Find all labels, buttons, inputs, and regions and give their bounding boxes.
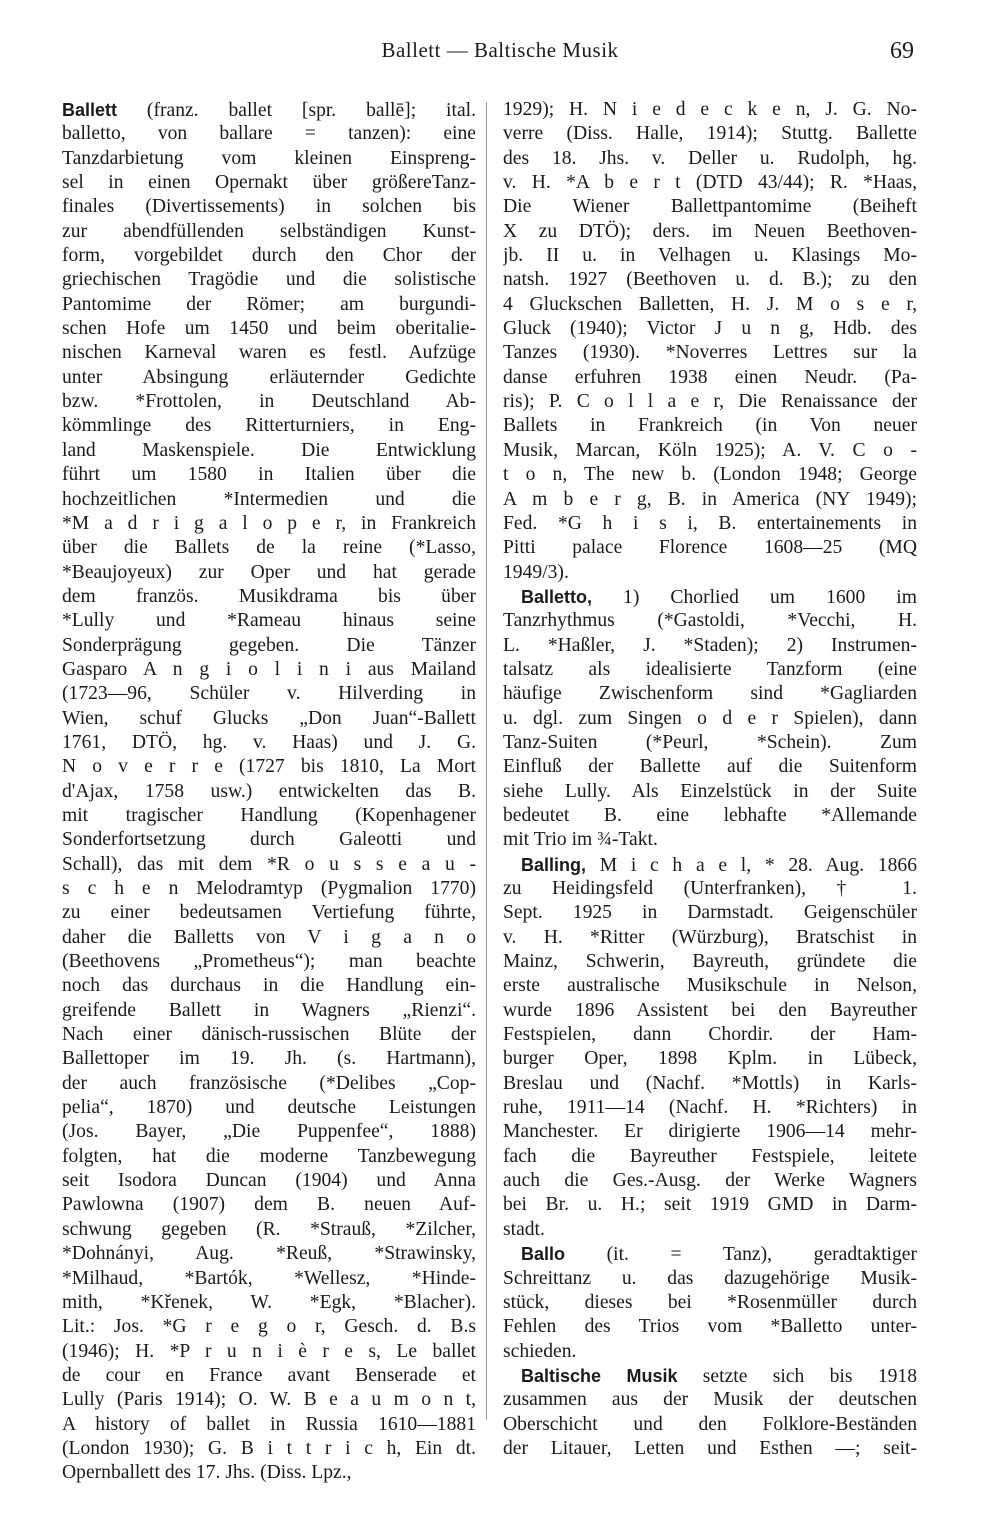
text-line	[503, 1145, 917, 1169]
line-text: s c h e n Melodramtyp (Pygmalion 1770)	[62, 878, 476, 899]
text-line	[62, 1218, 476, 1242]
text-line	[503, 1388, 917, 1412]
line-text: (1723—96, Schüler v. Hilverding in	[62, 683, 476, 705]
text-line	[503, 244, 917, 268]
text-line	[503, 341, 917, 365]
line-text: Gasparo A n g i o l i n i aus Mailand	[62, 658, 476, 680]
text-line	[62, 414, 476, 438]
line-text: wurde 1896 Assistent bei den Bayreuther	[503, 999, 917, 1021]
line-text: schieden.	[503, 1340, 577, 1362]
line-text: talsatz als idealisierte Tanzform (eine	[503, 658, 917, 680]
line-text: fach die Bayreuther Festspiele, leitete	[503, 1145, 917, 1167]
line-text: Manchester. Er dirigierte 1906—14 mehr-	[503, 1121, 917, 1143]
line-text: (Jos. Bayer, „Die Puppenfee“, 1888)	[62, 1121, 476, 1143]
line-text: schen Hofe um 1450 und beim oberitalie-	[62, 318, 476, 340]
text-line	[503, 512, 917, 536]
line-text: Tanz-Suiten (*Peurl, *Schein). Zum	[503, 731, 917, 753]
line-text: zu Heidingsfeld (Unterfranken), † 1.	[503, 878, 917, 899]
text-line	[503, 98, 917, 122]
line-text: schwung gegeben (R. *Strauß, *Zilcher,	[62, 1218, 476, 1240]
text-line	[62, 98, 476, 122]
line-text: greifende Ballett in Wagners „Rienzi“.	[62, 999, 476, 1021]
line-text: *Dohnányi, Aug. *Reuß, *Strawinsky,	[62, 1243, 476, 1265]
text-line	[503, 1096, 917, 1120]
text-line	[503, 682, 917, 706]
text-line	[503, 1340, 917, 1364]
line-text: Sept. 1925 in Darmstadt. Geigenschüler	[503, 902, 917, 924]
line-text: siehe Lully. Als Einzelstück in der Suite	[503, 780, 917, 802]
text-line	[62, 1023, 476, 1047]
text-line	[503, 755, 917, 779]
line-text: stadt.	[503, 1218, 545, 1240]
line-text: zusammen aus der Musik der deutschen	[503, 1389, 917, 1411]
line-text: (1946); H. *P r u n i è r e s, Le ballet	[62, 1340, 476, 1362]
line-text: verre (Diss. Halle, 1914); Stuttg. Ballette	[503, 123, 917, 145]
line-text: häufige Zwischenform sind *Gagliarden	[503, 683, 917, 705]
line-text: de cour en France avant Benserade et	[62, 1364, 476, 1386]
text-line	[503, 122, 917, 146]
line-text: nischen Karneval waren es festl. Aufzüge	[62, 342, 476, 364]
text-line	[62, 1169, 476, 1193]
text-line	[62, 1242, 476, 1266]
text-line	[62, 1315, 476, 1339]
text-line	[503, 1193, 917, 1217]
text-line	[503, 926, 917, 950]
line-text: Lit.: Jos. *G r e g o r, Gesch. d. B.s	[62, 1316, 476, 1338]
line-text: Fed. *G h i s i, B. entertainements in	[503, 512, 917, 534]
text-line	[62, 658, 476, 682]
line-text: mit Trio im ¾-Takt.	[503, 829, 658, 851]
text-line	[62, 1461, 476, 1485]
entry-headword: Ballo	[521, 1244, 566, 1265]
line-text: ris); P. C o l l a e r, Die Renaissance der	[503, 391, 917, 413]
text-line	[503, 366, 917, 390]
line-text: A m b e r g, B. in America (NY 1949);	[503, 488, 917, 510]
text-line	[503, 585, 917, 609]
line-text: dem französ. Musikdrama bis über	[62, 585, 476, 607]
text-line	[62, 341, 476, 365]
line-text: Lully (Paris 1914); O. W. B e a u m o n t,	[62, 1389, 476, 1411]
line-text: Ballettoper im 19. Jh. (s. Hartmann),	[62, 1048, 476, 1070]
text-line	[62, 195, 476, 219]
line-text: land Maskenspiele. Die Entwicklung	[62, 439, 476, 461]
text-line	[503, 195, 917, 219]
line-text: Breslau und (Nachf. *Mottls) in Karls-	[503, 1072, 917, 1094]
text-line	[62, 950, 476, 974]
line-text: setzte sich bis 1918	[677, 1365, 917, 1387]
text-line	[62, 122, 476, 146]
text-line	[503, 1120, 917, 1144]
line-text: der Litauer, Letten und Esthen —; seit-	[503, 1437, 917, 1459]
text-line	[503, 317, 917, 341]
line-text: 1929); H. N i e d e c k e n, J. G. No-	[503, 99, 917, 120]
line-text: (franz. ballet [spr. ballē]; ital.	[117, 100, 476, 121]
line-text: über die Ballets de la reine (*Lasso,	[62, 537, 476, 559]
text-line	[62, 488, 476, 512]
line-text: L. *Haßler, J. *Staden); 2) Instrumen-	[503, 634, 917, 656]
line-text: *Lully und *Rameau hinaus seine	[62, 610, 476, 632]
text-line	[62, 536, 476, 560]
line-text: Mainz, Schwerin, Bayreuth, gründete die	[503, 951, 917, 973]
line-text: der auch französische (*Delibes „Cop-	[62, 1072, 476, 1094]
line-text: Schreittanz u. das dazugehörige Musik-	[503, 1267, 917, 1289]
text-line	[62, 707, 476, 731]
line-text: hochzeitlichen *Intermedien und die	[62, 488, 476, 510]
line-text: stück, dieses bei *Rosenmüller durch	[503, 1291, 917, 1313]
text-line	[503, 536, 917, 560]
text-line	[503, 268, 917, 292]
text-line	[503, 293, 917, 317]
line-text: 1949/3).	[503, 561, 569, 583]
text-line	[503, 1072, 917, 1096]
column-divider	[486, 102, 487, 1420]
line-text: Einfluß der Ballette auf die Suitenform	[503, 756, 917, 778]
text-line	[62, 926, 476, 950]
text-line	[62, 147, 476, 171]
text-line	[503, 147, 917, 171]
line-text: finales (Divertissements) in solchen bis	[62, 196, 476, 218]
line-text: Pawlowna (1907) dem B. neuen Auf-	[62, 1194, 476, 1216]
text-line	[503, 804, 917, 828]
line-text: (London 1930); G. B i t t r i c h, Ein dt.	[62, 1437, 476, 1459]
entry-headword: Ballett	[62, 100, 118, 120]
entry-headword: Balling,	[521, 854, 587, 875]
line-text: Nach einer dänisch-russischen Blüte der	[62, 1024, 476, 1046]
text-line	[503, 731, 917, 755]
running-title: Ballett — Baltische Musik	[381, 38, 619, 62]
text-line	[62, 634, 476, 658]
text-line	[62, 317, 476, 341]
text-line	[503, 950, 917, 974]
entry-headword: Baltische Musik	[521, 1365, 678, 1386]
line-text: ruhe, 1911—14 (Nachf. H. *Richters) in	[503, 1097, 917, 1119]
line-text: *M a d r i g a l o p e r, in Frankreich	[62, 512, 476, 534]
line-text: u. dgl. zum Singen o d e r Spielen), dann	[503, 707, 917, 729]
line-text: des 18. Jhs. v. Deller u. Rudolph, hg.	[503, 147, 917, 169]
text-line	[503, 1315, 917, 1339]
line-text: Opernballett des 17. Jhs. (Diss. Lpz.,	[62, 1462, 352, 1484]
line-text: M i c h a e l, * 28. Aug. 1866	[586, 854, 917, 876]
text-line	[503, 780, 917, 804]
line-text: v. H. *A b e r t (DTD 43/44); R. *Haas,	[503, 172, 917, 194]
line-text: Die Wiener Ballettpantomime (Beiheft	[503, 196, 917, 218]
text-line	[62, 1120, 476, 1144]
text-line	[503, 390, 917, 414]
line-text: A history of ballet in Russia 1610—1881	[62, 1413, 476, 1435]
line-text: Tanzrhythmus (*Gastoldi, *Vecchi, H.	[503, 610, 917, 632]
text-line	[62, 512, 476, 536]
text-line	[62, 1388, 476, 1412]
text-line	[62, 366, 476, 390]
text-line	[62, 1340, 476, 1364]
text-line	[62, 780, 476, 804]
text-line	[62, 1437, 476, 1461]
text-line	[62, 244, 476, 268]
text-line	[503, 1023, 917, 1047]
text-line	[62, 1145, 476, 1169]
line-text: Sonderprägung gegeben. Die Tänzer	[62, 634, 476, 656]
text-line	[62, 585, 476, 609]
text-line	[503, 877, 917, 901]
line-text: unter Absingung erläuternder Gedichte	[62, 366, 476, 388]
text-line	[503, 463, 917, 487]
line-text: jb. II u. in Velhagen u. Klasings Mo-	[503, 245, 917, 267]
line-text: X zu DTÖ); ders. im Neuen Beethoven-	[503, 220, 917, 242]
line-text: Fehlen des Trios vom *Balletto unter-	[503, 1316, 917, 1338]
line-text: Wien, schuf Glucks „Don Juan“-Ballett	[62, 707, 476, 729]
text-line	[62, 171, 476, 195]
text-line	[62, 682, 476, 706]
text-line	[503, 634, 917, 658]
text-line	[503, 414, 917, 438]
text-line	[62, 293, 476, 317]
text-line	[503, 171, 917, 195]
line-text: folgten, hat die moderne Tanzbewegung	[62, 1145, 476, 1167]
text-line	[62, 1267, 476, 1291]
line-text: daher die Balletts von V i g a n o	[62, 926, 476, 948]
text-line	[503, 1267, 917, 1291]
line-text: erste australische Musikschule in Nelson,	[503, 975, 917, 997]
text-line	[62, 1047, 476, 1071]
text-line	[503, 1047, 917, 1071]
line-text: mith, *Křenek, W. *Egk, *Blacher).	[62, 1291, 476, 1313]
text-line	[62, 220, 476, 244]
text-line	[503, 439, 917, 463]
text-line	[503, 561, 917, 585]
line-text: Gluck (1940); Victor J u n g, Hdb. des	[503, 318, 917, 340]
text-line	[503, 1437, 917, 1461]
line-text: *Beaujoyeux) zur Oper und hat gerade	[62, 561, 476, 583]
left-column	[62, 98, 476, 1486]
line-text: Schall), das mit dem *R o u s s e a u -	[62, 853, 476, 875]
line-text: Tanzdarbietung vom kleinen Einspreng-	[62, 147, 476, 169]
line-text: Oberschicht und den Folklore-Beständen	[503, 1413, 917, 1435]
text-line	[62, 999, 476, 1023]
line-text: griechischen Tragödie und die solistische	[62, 269, 476, 291]
text-line	[62, 268, 476, 292]
text-line	[503, 220, 917, 244]
line-text: Festspielen, dann Chordir. der Ham-	[503, 1024, 917, 1046]
line-text: *Milhaud, *Bartók, *Wellesz, *Hinde-	[62, 1267, 476, 1289]
text-line	[503, 853, 917, 877]
line-text: Sonderfortsetzung durch Galeotti und	[62, 829, 476, 851]
line-text: v. H. *Ritter (Würzburg), Bratschist in	[503, 926, 917, 948]
text-line	[503, 1413, 917, 1437]
text-line	[62, 1291, 476, 1315]
text-line	[503, 488, 917, 512]
line-text: Pantomime der Römer; am burgundi-	[62, 293, 476, 315]
line-text: bzw. *Frottolen, in Deutschland Ab-	[62, 391, 476, 413]
text-line	[62, 731, 476, 755]
line-text: danse erfuhren 1938 einen Neudr. (Pa-	[503, 366, 917, 388]
line-text: natsh. 1927 (Beethoven u. d. B.); zu den	[503, 269, 917, 291]
text-line	[62, 609, 476, 633]
line-text: noch das durchaus in die Handlung ein-	[62, 975, 476, 997]
text-line	[503, 828, 917, 852]
line-text: sel in einen Opernakt über größereTanz-	[62, 172, 476, 194]
text-line	[62, 439, 476, 463]
text-line	[62, 877, 476, 901]
line-text: N o v e r r e (1727 bis 1810, La Mort	[62, 756, 476, 778]
line-text: burger Oper, 1898 Kplm. in Lübeck,	[503, 1048, 917, 1070]
text-line	[62, 1413, 476, 1437]
line-text: auch die Ges.-Ausg. der Werke Wagners	[503, 1170, 917, 1192]
text-line	[503, 658, 917, 682]
line-text: kömmlinge des Ritterturniers, in Eng-	[62, 415, 476, 437]
line-text: Tanzes (1930). *Noverres Lettres sur la	[503, 342, 917, 364]
line-text: führt um 1580 in Italien über die	[62, 464, 476, 486]
text-line	[62, 828, 476, 852]
line-text: 1) Chorlied um 1600 im	[592, 586, 917, 608]
text-line	[503, 1169, 917, 1193]
text-line	[62, 1096, 476, 1120]
line-text: pelia“, 1870) und deutsche Leistungen	[62, 1097, 476, 1119]
text-line	[62, 804, 476, 828]
text-line	[503, 1218, 917, 1242]
right-column	[503, 98, 917, 1461]
text-line	[62, 901, 476, 925]
text-line	[503, 1364, 917, 1388]
text-line	[503, 901, 917, 925]
page-number: 69	[890, 38, 914, 64]
line-text: Ballets in Frankreich (in Von neuer	[503, 415, 917, 437]
text-line	[62, 1193, 476, 1217]
line-text: 4 Gluckschen Balletten, H. J. M o s e r,	[503, 293, 917, 315]
line-text: zur abendfüllenden selbständigen Kunst-	[62, 220, 476, 242]
text-line	[503, 999, 917, 1023]
line-text: (it. = Tanz), geradtaktiger	[565, 1244, 917, 1266]
line-text: bei Br. u. H.; seit 1919 GMD in Darm-	[503, 1194, 917, 1216]
line-text: bedeutet B. eine lebhafte *Allemande	[503, 804, 917, 826]
text-line	[62, 390, 476, 414]
line-text: Musik, Marcan, Köln 1925); A. V. C o -	[503, 439, 917, 461]
text-line	[503, 1242, 917, 1266]
entry-headword: Balletto,	[521, 586, 593, 607]
line-text: (Beethovens „Prometheus“); man beachte	[62, 951, 476, 973]
text-line	[503, 609, 917, 633]
text-line	[503, 974, 917, 998]
line-text: form, vorgebildet durch den Chor der	[62, 245, 476, 267]
line-text: mit tragischer Handlung (Kopenhagener	[62, 804, 476, 826]
line-text: t o n, The new b. (London 1948; George	[503, 464, 917, 486]
line-text: balletto, von ballare = tanzen): eine	[62, 123, 476, 145]
text-line	[62, 974, 476, 998]
text-line	[62, 755, 476, 779]
text-line	[62, 463, 476, 487]
text-line	[62, 1072, 476, 1096]
text-line	[503, 1291, 917, 1315]
text-line	[62, 1364, 476, 1388]
line-text: d'Ajax, 1758 usw.) entwickelten das B.	[62, 780, 476, 802]
text-line	[62, 561, 476, 585]
text-line	[503, 707, 917, 731]
line-text: seit Isodora Duncan (1904) und Anna	[62, 1170, 476, 1192]
line-text: Pitti palace Florence 1608—25 (MQ	[503, 537, 917, 559]
text-line	[62, 853, 476, 877]
line-text: 1761, DTÖ, hg. v. Haas) und J. G.	[62, 731, 476, 753]
line-text: zu einer bedeutsamen Vertiefung führte,	[62, 902, 476, 924]
